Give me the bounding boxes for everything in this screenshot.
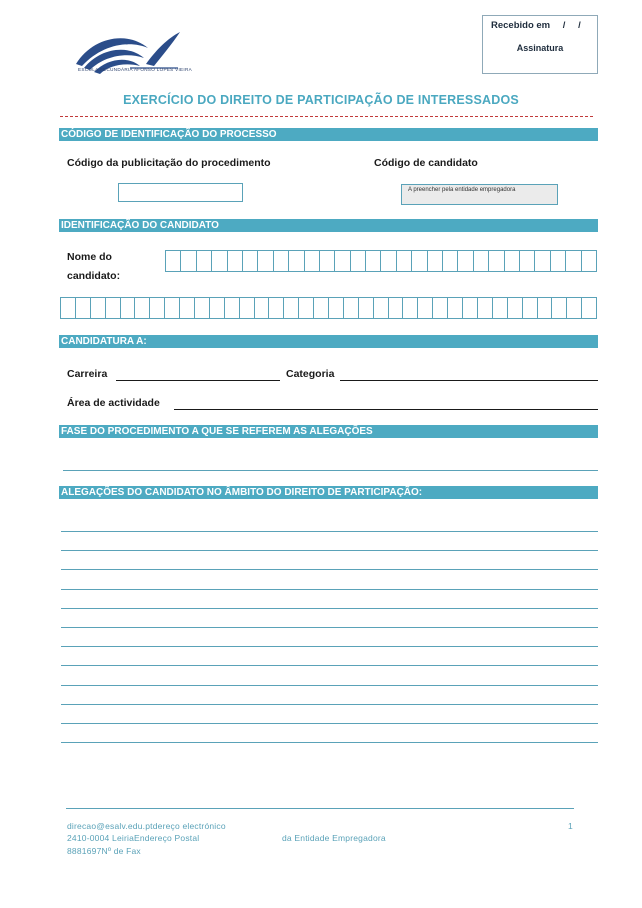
allegation-line[interactable]: [61, 665, 598, 666]
name-letter-cell[interactable]: [522, 297, 538, 319]
name-letter-cell[interactable]: [196, 250, 212, 272]
allegation-line[interactable]: [61, 704, 598, 705]
category-label: Categoria: [286, 368, 335, 380]
name-letter-cell[interactable]: [447, 297, 463, 319]
name-letter-cell[interactable]: [227, 250, 243, 272]
footer-email: direcao@esalv.edu.ptdereço electrónico: [67, 821, 226, 831]
activity-area-input-line[interactable]: [174, 409, 598, 410]
name-letter-cell[interactable]: [105, 297, 121, 319]
name-letter-cell[interactable]: [288, 250, 304, 272]
name-letter-cell[interactable]: [134, 297, 150, 319]
date-separator: /: [562, 20, 566, 31]
name-letter-cell[interactable]: [537, 297, 553, 319]
name-letter-cell[interactable]: [358, 297, 374, 319]
procedure-phase-line[interactable]: [63, 470, 598, 471]
name-letter-cell[interactable]: [477, 297, 493, 319]
section-procedure-phase-heading: FASE DO PROCEDIMENTO A QUE SE REFEREM AS ALEGAÇÕES: [59, 425, 598, 438]
name-letter-cell[interactable]: [194, 297, 210, 319]
name-letter-cell[interactable]: [283, 297, 299, 319]
name-letter-cell[interactable]: [209, 297, 225, 319]
logo-caption: ESCOLA SECUNDÁRIA AFONSO LOPES VIEIRA: [78, 67, 192, 72]
footer-address: 2410-0004 LeiriaEndereço Postal: [67, 833, 200, 843]
name-letter-cell[interactable]: [90, 297, 106, 319]
name-letter-cell[interactable]: [566, 297, 582, 319]
name-letter-cell[interactable]: [457, 250, 473, 272]
allegation-line[interactable]: [61, 685, 598, 686]
name-letter-cell[interactable]: [402, 297, 418, 319]
section-allegations-heading: ALEGAÇÕES DO CANDIDATO NO ÂMBITO DO DIREITO DE PARTICIPAÇÃO:: [59, 486, 598, 499]
section-process-code-heading: CÓDIGO DE IDENTIFICAÇÃO DO PROCESSO: [59, 128, 598, 141]
section-application-heading: CANDIDATURA A:: [59, 335, 598, 348]
name-letter-cell[interactable]: [417, 297, 433, 319]
name-letter-cell[interactable]: [550, 250, 566, 272]
name-letter-cell[interactable]: [239, 297, 255, 319]
candidate-code-field: A preencher pela entidade empregadora: [401, 184, 558, 205]
allegation-line[interactable]: [61, 550, 598, 551]
publication-code-input[interactable]: [118, 183, 243, 202]
allegation-line[interactable]: [61, 627, 598, 628]
name-letter-cell[interactable]: [60, 297, 76, 319]
name-letter-cell[interactable]: [488, 250, 504, 272]
name-letter-cell[interactable]: [75, 297, 91, 319]
receipt-date-row: [491, 20, 591, 31]
footer-fax: 8881697Nº de Fax: [67, 846, 141, 856]
name-letter-cell[interactable]: [328, 297, 344, 319]
name-letter-cell[interactable]: [180, 250, 196, 272]
allegation-line[interactable]: [61, 569, 598, 570]
footer-employer: da Entidade Empregadora: [282, 833, 386, 843]
allegation-line[interactable]: [61, 646, 598, 647]
name-letter-cell[interactable]: [273, 250, 289, 272]
name-letter-cell[interactable]: [581, 297, 597, 319]
signature-label: Assinatura: [516, 43, 564, 53]
name-letter-cell[interactable]: [519, 250, 535, 272]
name-letter-cell[interactable]: [350, 250, 366, 272]
allegation-line[interactable]: [61, 742, 598, 743]
publication-code-label: Código da publicitação do procedimento: [67, 157, 271, 169]
career-input-line[interactable]: [116, 380, 280, 381]
name-letter-cell[interactable]: [492, 297, 508, 319]
name-letter-cell[interactable]: [268, 297, 284, 319]
activity-area-label: Área de actividade: [67, 397, 160, 409]
name-letter-cell[interactable]: [343, 297, 359, 319]
title-separator: [60, 116, 593, 117]
name-letter-cell[interactable]: [149, 297, 165, 319]
name-letter-cell[interactable]: [164, 297, 180, 319]
receipt-box: [482, 15, 598, 74]
name-letter-cell[interactable]: [396, 250, 412, 272]
name-letter-cell[interactable]: [581, 250, 597, 272]
name-letter-cell[interactable]: [442, 250, 458, 272]
name-letter-cell[interactable]: [380, 250, 396, 272]
name-letter-cell[interactable]: [319, 250, 335, 272]
name-letter-cell[interactable]: [298, 297, 314, 319]
candidate-name-cells-row2[interactable]: [60, 297, 596, 319]
career-label: Carreira: [67, 368, 108, 380]
category-input-line[interactable]: [340, 380, 598, 381]
name-letter-cell[interactable]: [120, 297, 136, 319]
allegation-line[interactable]: [61, 589, 598, 590]
section-candidate-id-heading: IDENTIFICAÇÃO DO CANDIDATO: [59, 219, 598, 232]
name-letter-cell[interactable]: [504, 250, 520, 272]
footer-separator: [66, 808, 574, 809]
date-separator: /: [578, 20, 581, 31]
candidate-name-label-line2: candidato:: [67, 270, 121, 282]
name-letter-cell[interactable]: [257, 250, 273, 272]
name-letter-cell[interactable]: [304, 250, 320, 272]
name-letter-cell[interactable]: [565, 250, 581, 272]
name-letter-cell[interactable]: [179, 297, 195, 319]
receipt-label: Recebido em: [491, 20, 551, 31]
candidate-name-cells-row1[interactable]: [165, 250, 596, 272]
name-letter-cell[interactable]: [373, 297, 389, 319]
page-title: EXERCÍCIO DO DIREITO DE PARTICIPAÇÃO DE INTERESSADOS: [123, 93, 519, 107]
name-letter-cell[interactable]: [242, 250, 258, 272]
name-letter-cell[interactable]: [334, 250, 350, 272]
name-letter-cell[interactable]: [427, 250, 443, 272]
name-letter-cell[interactable]: [507, 297, 523, 319]
name-letter-cell[interactable]: [313, 297, 329, 319]
allegation-line[interactable]: [61, 608, 598, 609]
name-letter-cell[interactable]: [211, 250, 227, 272]
name-letter-cell[interactable]: [165, 250, 181, 272]
page-number: 1: [568, 821, 573, 831]
name-letter-cell[interactable]: [551, 297, 567, 319]
name-letter-cell[interactable]: [462, 297, 478, 319]
name-letter-cell[interactable]: [411, 250, 427, 272]
name-letter-cell[interactable]: [254, 297, 270, 319]
name-letter-cell[interactable]: [432, 297, 448, 319]
allegation-line[interactable]: [61, 723, 598, 724]
allegation-line[interactable]: [61, 531, 598, 532]
name-letter-cell[interactable]: [473, 250, 489, 272]
name-letter-cell[interactable]: [365, 250, 381, 272]
name-letter-cell[interactable]: [388, 297, 404, 319]
candidate-name-label-line1: Nome do: [67, 251, 112, 263]
candidate-code-label: Código de candidato: [374, 157, 478, 169]
name-letter-cell[interactable]: [534, 250, 550, 272]
name-letter-cell[interactable]: [224, 297, 240, 319]
